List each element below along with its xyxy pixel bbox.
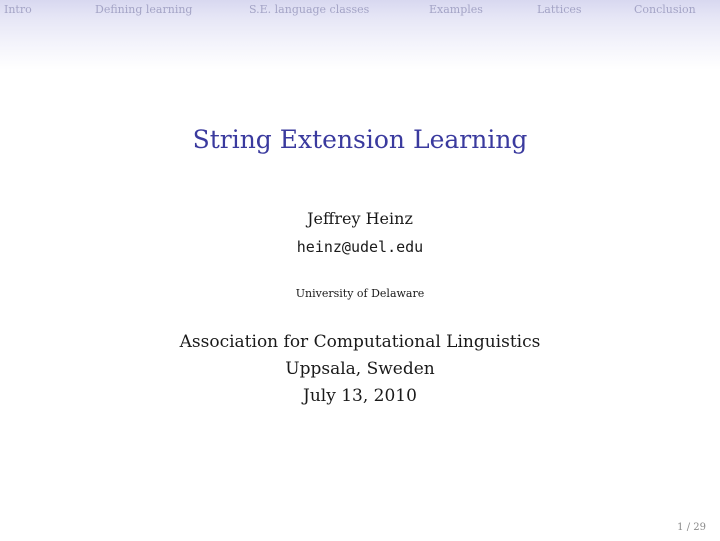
nav-item-examples[interactable]: Examples (429, 3, 483, 16)
event-name: Association for Computational Linguistics (179, 332, 541, 352)
nav-item-conclusion[interactable]: Conclusion (634, 3, 696, 16)
nav-item-se-language-classes[interactable]: S.E. language classes (249, 3, 370, 16)
nav-item-intro[interactable]: Intro (4, 3, 32, 16)
institute: University of Delaware (295, 287, 425, 300)
slide-title: String Extension Learning (192, 125, 528, 154)
event-date: July 13, 2010 (303, 386, 417, 406)
nav-item-lattices[interactable]: Lattices (537, 3, 582, 16)
author-email[interactable]: heinz@udel.edu (296, 238, 424, 256)
event-location: Uppsala, Sweden (285, 359, 435, 379)
nav-items (0, 3, 720, 19)
nav-item-defining-learning[interactable]: Defining learning (95, 3, 193, 16)
page-number: 1 / 29 (677, 522, 706, 533)
navigation-bar (0, 0, 720, 70)
author-name: Jeffrey Heinz (307, 209, 413, 228)
